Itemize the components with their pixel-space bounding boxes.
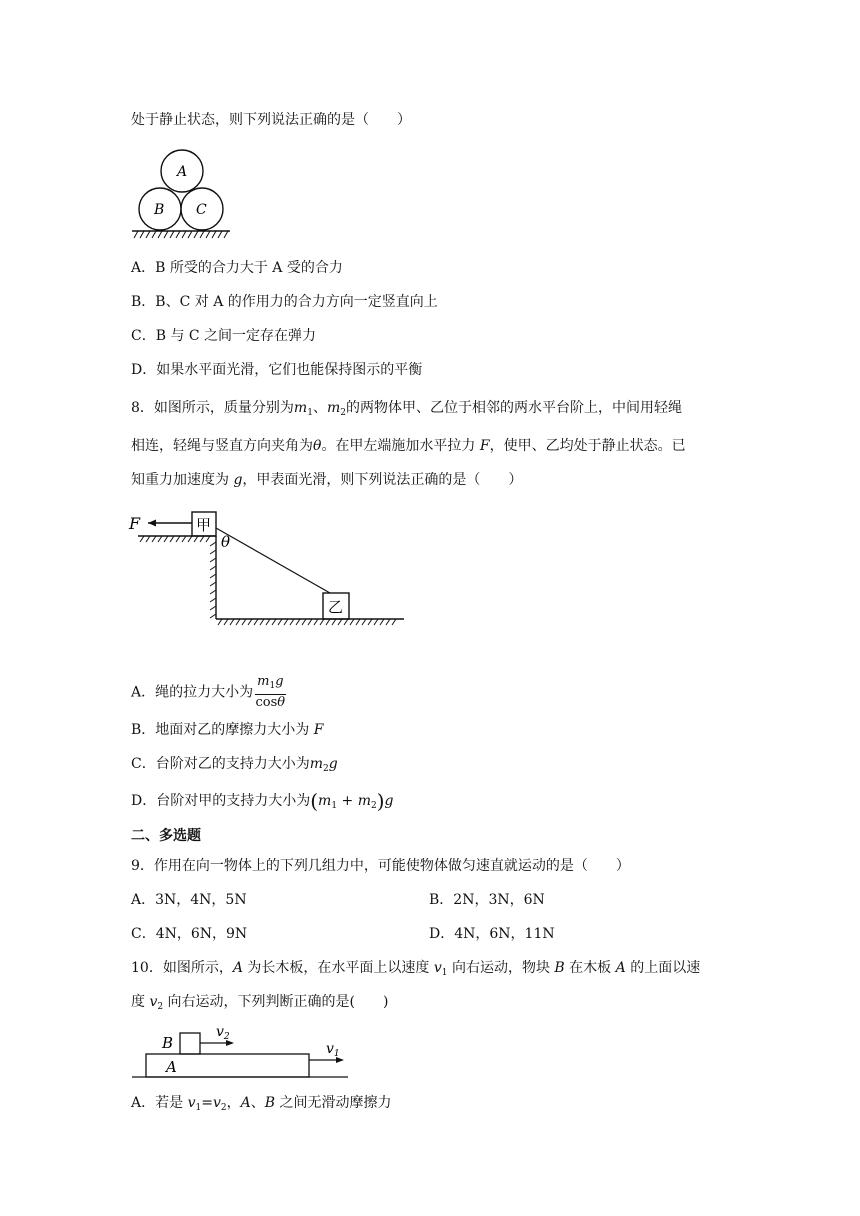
- tension-fraction: [255, 674, 285, 711]
- label-b: B: [154, 202, 165, 218]
- q10-stem-line1: [131, 958, 700, 983]
- q9-option-d[interactable]: D．4N，6N，11N: [429, 926, 555, 942]
- symbol-v: v: [149, 994, 158, 1010]
- symbol-m: m: [257, 674, 270, 689]
- label-a: A: [177, 164, 188, 180]
- block-yi-label: 乙: [328, 598, 344, 616]
- q8-text: ，甲表面光滑，则下列说法正确的是（ ）: [242, 472, 523, 488]
- upper-hatch: [140, 536, 210, 542]
- q7-stem-text: 处于静止状态，则下列说法正确的是（ ）: [131, 112, 411, 128]
- subscript: 2: [370, 801, 377, 811]
- subscript: 1: [269, 681, 276, 691]
- q8-figure: [126, 506, 410, 630]
- symbol-g: g: [275, 674, 284, 689]
- q8-text: 、: [312, 400, 327, 416]
- lower-hatch: [218, 619, 396, 625]
- subscript: 2: [220, 1103, 227, 1113]
- ground-hatch: [132, 231, 230, 238]
- subscript: 2: [340, 408, 346, 418]
- subscript: 2: [323, 764, 329, 774]
- board-a-label: A: [166, 1058, 177, 1076]
- q8-option-c-text: C．台阶对乙的支持力大小为: [131, 756, 310, 772]
- q10-text: 的上面以速: [625, 960, 701, 976]
- q7-stem: [131, 110, 411, 130]
- q10-text: 10．如图所示，: [131, 960, 233, 976]
- q7-option-b[interactable]: B．B、C 对 A 的作用力的合力方向一定竖直向上: [131, 294, 438, 310]
- q9-option-c[interactable]: C．4N，6N，9N: [131, 926, 248, 942]
- symbol-m: m: [309, 756, 323, 772]
- q10-text: ，: [226, 1095, 241, 1111]
- q8-text: 。在甲左端施加水平拉力: [321, 438, 480, 454]
- block-b: [180, 1033, 200, 1054]
- plus-sign: +: [341, 793, 354, 809]
- q8-option-d-text: D．台阶对甲的支持力大小为: [131, 793, 311, 809]
- subscript: 1: [441, 968, 448, 978]
- v2-label: $v_2$: [216, 1024, 230, 1042]
- q10-figure: [130, 1022, 352, 1084]
- symbol-theta: θ: [313, 438, 322, 454]
- subscript: 1: [195, 1103, 202, 1113]
- q10-text: 为长木板，在水平面上以速度: [242, 960, 434, 976]
- subscript: 1: [331, 801, 338, 811]
- q8-stem-line1: [131, 398, 682, 423]
- q8-option-d[interactable]: D．台阶对甲的支持力大小为$(m_1 + m_2)g$: [131, 789, 394, 813]
- symbol-m: m: [326, 400, 341, 416]
- q10-option-a[interactable]: [131, 1093, 391, 1118]
- subscript: 1: [307, 408, 313, 418]
- subscript: 2: [157, 1002, 164, 1012]
- symbol-f: F: [479, 438, 490, 454]
- symbol-b: B: [264, 1095, 276, 1111]
- q8-option-a[interactable]: [131, 674, 286, 711]
- rope: [216, 528, 330, 593]
- symbol-a: A: [240, 1095, 251, 1111]
- symbol-f: F: [313, 722, 324, 738]
- symbol-v: v: [212, 1095, 221, 1111]
- symbol-m: m: [357, 793, 371, 809]
- q10-text: 向右运动，下列判断正确的是( ): [163, 994, 389, 1010]
- symbol-g: g: [384, 793, 394, 809]
- q9-option-a[interactable]: A．3N，4N，5N: [131, 892, 247, 908]
- q7-figure: [128, 146, 238, 242]
- q10-text: 度: [131, 994, 150, 1010]
- symbol-g: g: [233, 472, 243, 488]
- q8-option-a-text: A．绳的拉力大小为: [131, 684, 254, 701]
- angle-label: θ: [221, 533, 231, 551]
- symbol-v: v: [433, 960, 442, 976]
- q8-option-b-text: B．地面对乙的摩擦力大小为: [131, 722, 314, 738]
- symbol-m: m: [293, 400, 308, 416]
- symbol-v: v: [187, 1095, 196, 1111]
- symbol-a: A: [615, 960, 626, 976]
- q9-option-b[interactable]: B．2N，3N，6N: [429, 892, 545, 908]
- block-jia-label: 甲: [196, 516, 212, 534]
- q10-text: 之间无滑动摩擦力: [275, 1095, 392, 1111]
- q7-option-d[interactable]: D．如果水平面光滑，它们也能保持图示的平衡: [131, 362, 423, 378]
- block-b-label: B: [162, 1034, 174, 1052]
- q10-text: 在木板: [564, 960, 616, 976]
- symbol-a: A: [232, 960, 243, 976]
- symbol-g: g: [328, 756, 338, 772]
- q7-option-a[interactable]: A．B 所受的合力大于 A 受的合力: [131, 260, 343, 276]
- section-title: 二、多选题: [131, 828, 201, 844]
- v1-label: $v_1$: [326, 1041, 340, 1059]
- q10-text: 、: [250, 1095, 265, 1111]
- q8-option-c[interactable]: [131, 754, 338, 779]
- cos-text: cos: [255, 695, 278, 710]
- q8-text: 相连，轻绳与竖直方向夹角为: [131, 438, 313, 454]
- symbol-theta: θ: [277, 695, 286, 710]
- equals-sign: =: [201, 1095, 213, 1111]
- q8-stem-line3: [131, 470, 522, 490]
- q7-option-c[interactable]: C．B 与 C 之间一定存在弹力: [131, 328, 317, 344]
- q8-stem-line2: [131, 436, 686, 456]
- force-label: F: [129, 514, 141, 533]
- q10-option-a-text: A．若是: [131, 1095, 188, 1111]
- q8-text: ，使甲、乙均处于静止状态。已: [489, 438, 686, 454]
- q10-stem-line2: [131, 992, 388, 1017]
- wall-hatch: [210, 542, 216, 618]
- q8-option-b[interactable]: [131, 720, 323, 740]
- q9-stem: 9．作用在向一物体上的下列几组力中，可能使物体做匀速直就运动的是（ ）: [131, 858, 630, 874]
- q8-text: 8．如图所示，质量分别为: [131, 400, 294, 416]
- symbol-m: m: [318, 793, 332, 809]
- q8-text: 知重力加速度为: [131, 472, 234, 488]
- label-c: C: [196, 202, 207, 218]
- symbol-b: B: [554, 960, 565, 976]
- q10-text: 向右运动，物块: [447, 960, 555, 976]
- q8-text: 的两物体甲、乙位于相邻的两水平台阶上，中间用轻绳: [345, 400, 682, 416]
